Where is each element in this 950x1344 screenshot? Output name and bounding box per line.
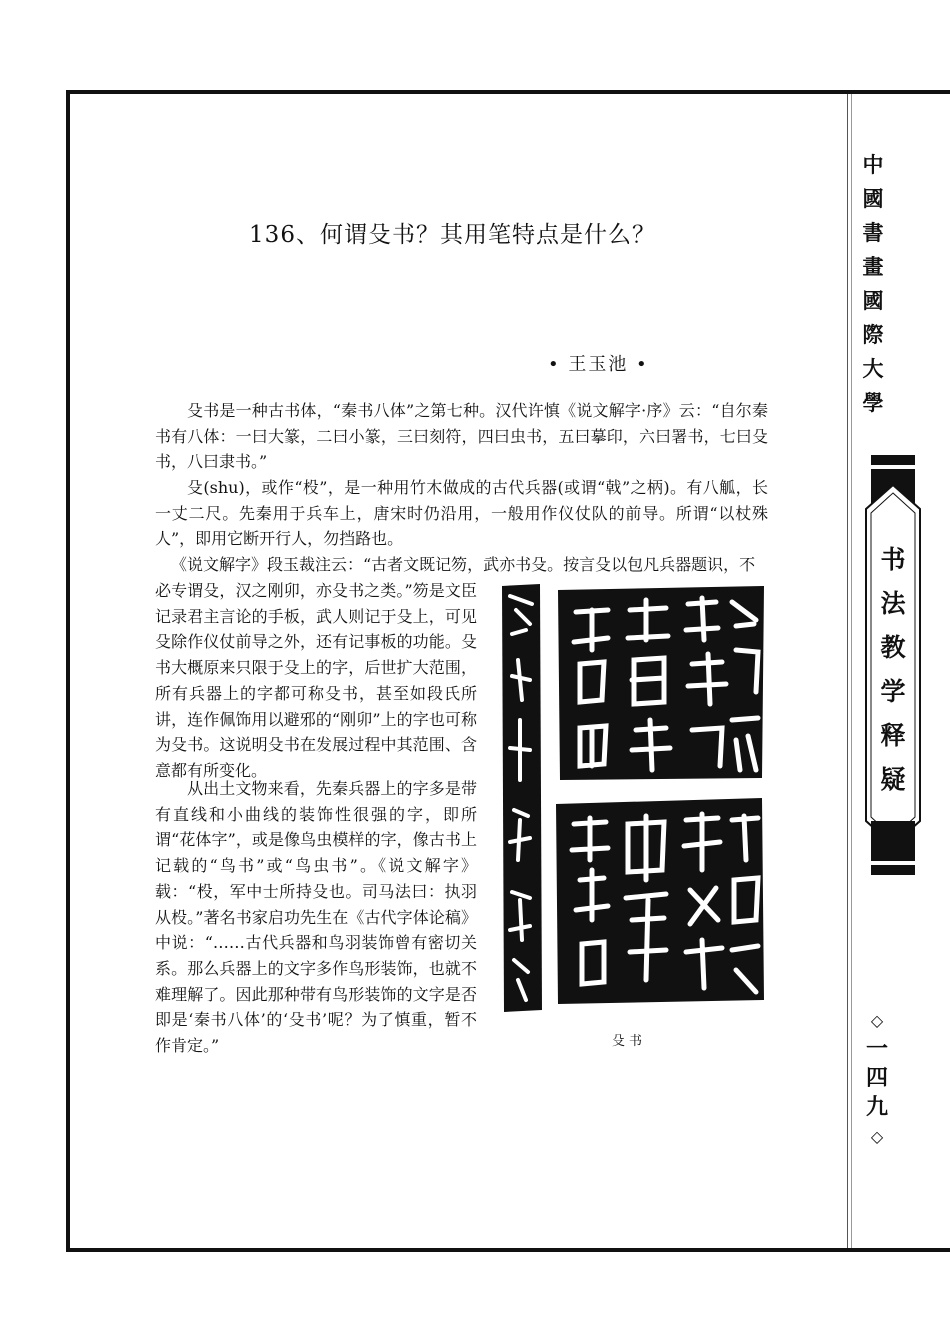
series-title-char: 國 <box>862 186 884 211</box>
series-title-char: 中 <box>862 152 884 177</box>
series-title-char: 學 <box>862 390 884 415</box>
sidebar-divider-inner <box>851 94 852 1248</box>
section-title-char: 疑 <box>880 765 906 794</box>
diamond-icon: ◇ <box>870 1127 884 1146</box>
page-number-char: 一 <box>865 1036 888 1062</box>
paragraph-4: 从出土文物来看，先秦兵器上的字多是带有直线和小曲线的装饰性很强的字，即所谓“花体字”，或是像鸟虫模样的字，像古书上记载的“鸟书”或“鸟虫书”。《说文解字》载：“杸，军中士所持殳也。司马法曰：执羽从杸。”著名书家启功先生在《古代字体论稿》中说：“……古代兵器和鸟羽装饰曾有密切关系。那么兵器上的文字多作鸟形装饰，也就不难理解了。因此那种带有鸟形装饰的文字是否即是‘秦书八体’的‘殳书’呢？为了慎重，暂不作肯定。” <box>155 779 477 1056</box>
series-title-char: 畫 <box>862 254 884 279</box>
page-number <box>860 1006 894 1151</box>
figure-caption: 殳书 <box>612 1034 647 1049</box>
series-title-char: 書 <box>862 220 884 245</box>
page-frame-left <box>66 90 70 1252</box>
section-title-char: 书 <box>880 545 906 574</box>
paragraph-2: 殳(shu)，或作“杸”，是一种用竹木做成的古代兵器(或谓“戟”之柄)。有八觚，长一丈二尺。先秦用于兵车上，唐宋时仍沿用，一般用作仪仗队的前导。所谓“以杖殊人”，即用它断开行人，勿挡路也。 <box>155 478 768 549</box>
banner-bottom-cap <box>871 821 915 861</box>
banner-bottom-bar <box>871 865 915 875</box>
page-number-char: 九 <box>865 1094 888 1120</box>
section-title-char: 学 <box>880 677 906 706</box>
paragraph-3-first-line: 《说文解字》段玉裁注云：“古者文既记笏，武亦书殳。按言殳以包凡兵器题识，不 <box>171 555 756 574</box>
page-frame-top <box>66 90 950 94</box>
section-title-char: 教 <box>880 633 906 662</box>
section-title <box>862 538 924 802</box>
section-title-char: 释 <box>880 721 906 750</box>
page-frame-bottom <box>66 1248 950 1252</box>
series-title <box>856 150 890 422</box>
diamond-icon: ◇ <box>870 1011 884 1030</box>
page-number-char: 四 <box>865 1065 888 1091</box>
series-title-char: 大 <box>862 356 884 381</box>
series-title-char: 國 <box>862 288 884 313</box>
article-author: • 王玉池 • <box>548 354 649 375</box>
article-title: 136、何谓殳书？其用笔特点是什么？ <box>249 222 656 248</box>
shu-script-rubbing-image <box>496 580 768 1013</box>
paragraph-3: 必专谓殳，汉之刚卯，亦殳书之类。”笏是文臣记录君主言论的手板，武人则记于殳上，可见殳除作仪仗前导之外，还有记事板的功能。殳书大概原来只限于殳上的字，后世扩大范围，所有兵器上的字都可称殳书，甚至如段氏所讲，连作佩饰用以避邪的“刚卯”上的字也可称为殳书。这说明殳书在发展过程中其范围、含意都有所变化。 <box>155 581 477 780</box>
sidebar-divider <box>847 94 848 1248</box>
series-title-char: 際 <box>862 322 884 347</box>
section-title-char: 法 <box>880 589 906 618</box>
paragraph-1: 殳书是一种古书体，“秦书八体”之第七种。汉代许慎《说文解字·序》云：“自尔秦书有八体：一曰大篆，二曰小篆，三曰刻符，四曰虫书，五曰摹印，六曰署书，七曰殳书，八曰隶书。” <box>155 401 768 472</box>
